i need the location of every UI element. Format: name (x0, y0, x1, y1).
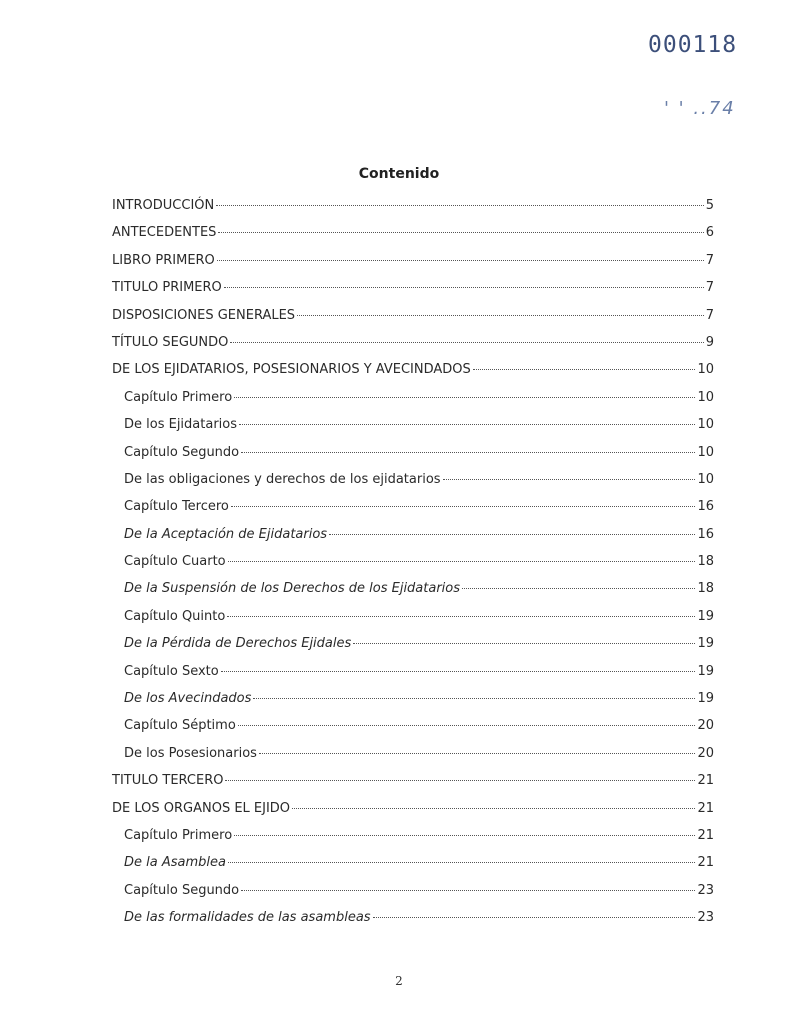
toc-entry-page: 23 (697, 882, 714, 898)
toc-entry-title: TITULO PRIMERO (112, 280, 222, 296)
table-of-contents (112, 192, 714, 932)
toc-entry-title: Capítulo Quinto (124, 608, 226, 624)
toc-entry-title: De las obligaciones y derechos de los ejidatarios (124, 471, 441, 487)
toc-entry-page: 19 (697, 663, 714, 679)
toc-entry (112, 685, 714, 712)
toc-entry-page: 5 (705, 198, 714, 213)
page-number: 2 (395, 974, 403, 988)
toc-dot-leader (224, 286, 704, 288)
toc-dot-leader (221, 670, 696, 672)
toc-entry-page: 21 (697, 800, 714, 816)
toc-entry-page: 9 (705, 334, 714, 350)
toc-entry-title: De los Avecindados (124, 691, 252, 707)
toc-dot-leader (259, 752, 696, 754)
toc-dot-leader (373, 916, 696, 918)
toc-dot-leader (216, 204, 703, 206)
toc-entry (112, 219, 714, 246)
toc-entry-page: 19 (697, 608, 714, 624)
toc-entry-title: Capítulo Primero (124, 827, 233, 843)
toc-dot-leader (241, 451, 695, 453)
toc-entry (112, 658, 714, 685)
toc-entry-page: 7 (705, 307, 714, 323)
toc-entry (112, 274, 714, 301)
toc-entry-page: 21 (697, 773, 714, 789)
toc-dot-leader (473, 368, 696, 370)
toc-entry-page: 7 (705, 280, 714, 296)
toc-entry-page: 10 (697, 362, 714, 378)
toc-entry-page: 19 (697, 691, 714, 707)
toc-entry-page: 16 (697, 499, 714, 515)
toc-dot-leader (228, 560, 696, 562)
toc-entry (112, 548, 714, 575)
toc-dot-leader (218, 231, 703, 233)
toc-entry (112, 849, 714, 876)
toc-entry-title: De las formalidades de las asambleas (124, 910, 371, 926)
toc-dot-leader (217, 259, 704, 261)
toc-entry-page: 10 (697, 471, 714, 487)
toc-entry-page: 18 (697, 581, 714, 597)
toc-entry-title: INTRODUCCIÓN (112, 198, 215, 213)
toc-dot-leader (241, 889, 695, 891)
toc-entry (112, 466, 714, 493)
toc-entry (112, 575, 714, 602)
toc-entry-title: TÍTULO SEGUNDO (112, 334, 229, 350)
toc-entry-title: DE LOS EJIDATARIOS, POSESIONARIOS Y AVECINDADOS (112, 362, 471, 378)
toc-heading: Contenido (358, 166, 440, 182)
toc-entry (112, 822, 714, 849)
toc-entry-title: LIBRO PRIMERO (112, 252, 215, 268)
toc-entry-title: Capítulo Primero (124, 389, 233, 405)
toc-entry (112, 384, 714, 411)
toc-entry-page: 10 (697, 417, 714, 433)
toc-entry (112, 521, 714, 548)
toc-dot-leader (234, 834, 695, 836)
toc-entry-title: Capítulo Segundo (124, 444, 240, 460)
toc-entry-title: DE LOS ORGANOS EL EJIDO (112, 800, 291, 816)
toc-entry (112, 630, 714, 657)
toc-entry (112, 740, 714, 767)
toc-entry (112, 439, 714, 466)
toc-dot-leader (234, 396, 695, 398)
toc-entry (112, 767, 714, 794)
toc-entry-page: 7 (705, 252, 714, 268)
toc-dot-leader (292, 807, 695, 809)
toc-entry-page: 21 (697, 855, 714, 871)
toc-dot-leader (297, 314, 704, 316)
toc-entry-title: De los Ejidatarios (124, 417, 238, 433)
toc-dot-leader (225, 779, 695, 781)
toc-entry-title: De la Pérdida de Derechos Ejidales (124, 636, 352, 652)
toc-dot-leader (228, 861, 695, 863)
toc-dot-leader (238, 724, 696, 726)
toc-entry (112, 329, 714, 356)
toc-entry (112, 192, 714, 219)
toc-dot-leader (443, 478, 696, 480)
toc-dot-leader (329, 533, 695, 535)
toc-entry-title: De la Aceptación de Ejidatarios (124, 526, 328, 542)
toc-entry (112, 904, 714, 931)
toc-entry (112, 356, 714, 383)
toc-entry (112, 411, 714, 438)
toc-entry-title: Capítulo Séptimo (124, 718, 236, 734)
toc-dot-leader (462, 587, 695, 589)
toc-dot-leader (239, 423, 695, 425)
toc-entry-title: De la Asamblea (124, 855, 226, 871)
toc-entry-page: 18 (697, 554, 714, 570)
toc-entry-page: 6 (705, 225, 714, 241)
toc-entry-page: 16 (697, 526, 714, 542)
toc-entry (112, 712, 714, 739)
toc-entry-page: 10 (697, 444, 714, 460)
toc-entry-title: Capítulo Segundo (124, 882, 240, 898)
toc-entry-title: DISPOSICIONES GENERALES (112, 307, 296, 323)
toc-dot-leader (230, 341, 703, 343)
toc-entry-page: 23 (697, 910, 714, 926)
toc-entry-title: Capítulo Sexto (124, 663, 219, 679)
toc-entry (112, 795, 714, 822)
stamp-folio-number: 000118 (648, 32, 738, 58)
toc-entry-title: TITULO TERCERO (112, 773, 224, 789)
toc-entry (112, 493, 714, 520)
toc-entry-page: 10 (697, 389, 714, 405)
toc-entry (112, 877, 714, 904)
toc-entry (112, 603, 714, 630)
toc-dot-leader (353, 642, 695, 644)
toc-dot-leader (253, 697, 695, 699)
toc-entry (112, 247, 714, 274)
toc-entry-title: De la Suspensión de los Derechos de los Ejidatarios (124, 581, 461, 597)
handwritten-annotation: ' ' ..74 (664, 98, 736, 119)
toc-entry-page: 20 (697, 718, 714, 734)
toc-dot-leader (227, 615, 695, 617)
toc-dot-leader (231, 505, 696, 507)
toc-entry-title: Capítulo Cuarto (124, 554, 226, 570)
toc-entry-title: De los Posesionarios (124, 745, 257, 761)
toc-entry (112, 302, 714, 329)
toc-entry-page: 21 (697, 827, 714, 843)
toc-entry-title: ANTECEDENTES (112, 225, 217, 241)
toc-entry-title: Capítulo Tercero (124, 499, 229, 515)
toc-entry-page: 19 (697, 636, 714, 652)
toc-entry-page: 20 (697, 745, 714, 761)
